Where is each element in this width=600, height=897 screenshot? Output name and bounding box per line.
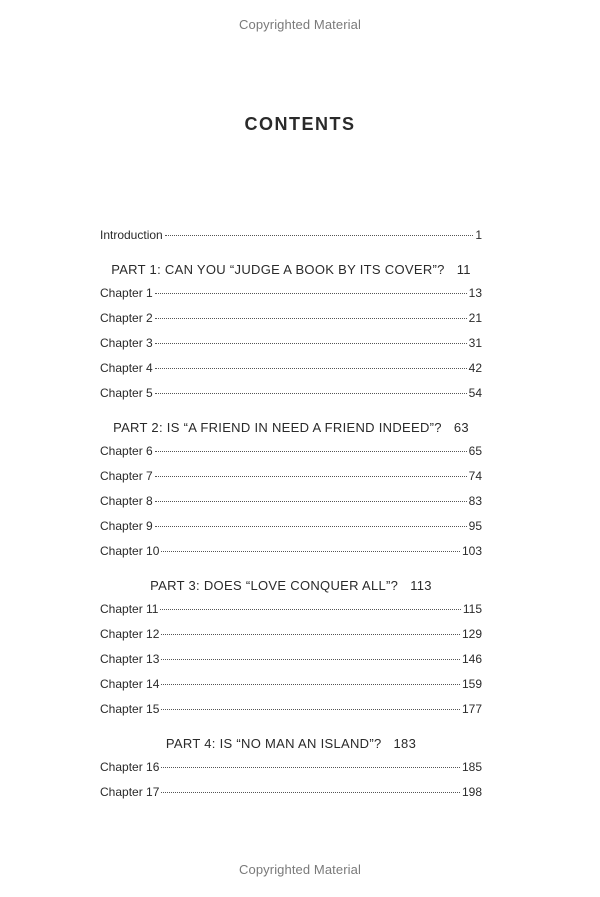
toc-entry-label: Chapter 2 [100, 311, 153, 325]
dot-leader [161, 709, 460, 710]
toc-entry [100, 544, 482, 569]
toc-part-page-number: 113 [410, 578, 432, 593]
toc-part-heading [100, 727, 482, 760]
dot-leader [155, 526, 467, 527]
toc-entry-page-number: 65 [468, 444, 482, 458]
dot-leader [160, 609, 460, 610]
toc-entry-label: Introduction [100, 228, 163, 242]
toc-entry-page-number: 83 [468, 494, 482, 508]
toc-entry-label: Chapter 8 [100, 494, 153, 508]
dot-leader [161, 792, 460, 793]
dot-leader [161, 767, 460, 768]
toc-part-heading [100, 569, 482, 602]
toc-entry-label: Chapter 13 [100, 652, 160, 666]
toc-entry-page-number: 54 [468, 386, 482, 400]
toc-entry-label: Chapter 9 [100, 519, 153, 533]
toc-part-label: PART 1: CAN YOU “JUDGE A BOOK BY ITS COVER”? [111, 262, 445, 277]
toc-part-label: PART 3: DOES “LOVE CONQUER ALL”? [150, 578, 399, 593]
toc-entry-label: Chapter 3 [100, 336, 153, 350]
toc-entry-page-number: 31 [468, 336, 482, 350]
toc-entry [100, 702, 482, 727]
toc-entry [100, 602, 482, 627]
toc-entry [100, 311, 482, 336]
toc-part-page-number: 11 [456, 262, 471, 277]
toc-entry-page-number: 103 [461, 544, 482, 558]
toc-entry-label: Chapter 1 [100, 286, 153, 300]
toc-entry-label: Chapter 10 [100, 544, 160, 558]
toc-entry [100, 361, 482, 386]
toc-part-heading [100, 253, 482, 286]
toc-entry-page-number: 159 [461, 677, 482, 691]
toc-entry [100, 444, 482, 469]
toc-entry-page-number: 13 [468, 286, 482, 300]
dot-leader [155, 318, 467, 319]
toc-part-page-number: 63 [453, 420, 469, 435]
dot-leader [161, 634, 460, 635]
toc-entry-label: Chapter 7 [100, 469, 153, 483]
toc-entry-label: Chapter 15 [100, 702, 160, 716]
toc-entry-page-number: 115 [462, 602, 482, 616]
toc-entry-page-number: 146 [461, 652, 482, 666]
copyright-watermark-top: Copyrighted Material [239, 17, 361, 32]
table-of-contents [100, 228, 482, 810]
toc-entry-page-number: 42 [468, 361, 482, 375]
dot-leader [155, 501, 467, 502]
toc-entry [100, 286, 482, 311]
toc-entry-page-number: 74 [468, 469, 482, 483]
toc-entry-page-number: 129 [461, 627, 482, 641]
toc-entry-page-number: 185 [461, 760, 482, 774]
toc-entry-page-number: 177 [461, 702, 482, 716]
toc-entry [100, 519, 482, 544]
toc-entry [100, 652, 482, 677]
toc-part-page-number: 183 [393, 736, 417, 751]
toc-entry-label: Chapter 4 [100, 361, 153, 375]
dot-leader [155, 476, 467, 477]
toc-entry-page-number: 95 [468, 519, 482, 533]
toc-entry [100, 494, 482, 519]
dot-leader [155, 451, 467, 452]
dot-leader [155, 393, 467, 394]
copyright-watermark-bottom: Copyrighted Material [239, 862, 361, 877]
dot-leader [155, 293, 467, 294]
dot-leader [161, 551, 460, 552]
toc-entry [100, 228, 482, 253]
toc-entry [100, 785, 482, 810]
toc-part-label: PART 2: IS “A FRIEND IN NEED A FRIEND INDEED”? [113, 420, 442, 435]
toc-entry-label: Chapter 17 [100, 785, 160, 799]
toc-entry-label: Chapter 11 [100, 602, 159, 616]
toc-entry-label: Chapter 6 [100, 444, 153, 458]
toc-entry [100, 760, 482, 785]
toc-part-label: PART 4: IS “NO MAN AN ISLAND”? [165, 736, 382, 751]
toc-entry [100, 336, 482, 361]
page-title: CONTENTS [244, 114, 356, 134]
dot-leader [155, 368, 467, 369]
toc-entry-label: Chapter 5 [100, 386, 153, 400]
dot-leader [155, 343, 467, 344]
toc-entry-label: Chapter 14 [100, 677, 160, 691]
dot-leader [165, 235, 474, 236]
toc-entry-label: Chapter 12 [100, 627, 160, 641]
toc-entry [100, 627, 482, 652]
dot-leader [161, 659, 460, 660]
toc-entry [100, 469, 482, 494]
dot-leader [161, 684, 460, 685]
toc-entry-label: Chapter 16 [100, 760, 160, 774]
toc-entry-page-number: 1 [475, 228, 482, 242]
toc-entry [100, 386, 482, 411]
toc-entry [100, 677, 482, 702]
toc-entry-page-number: 198 [461, 785, 482, 799]
toc-part-heading [100, 411, 482, 444]
toc-entry-page-number: 21 [468, 311, 482, 325]
